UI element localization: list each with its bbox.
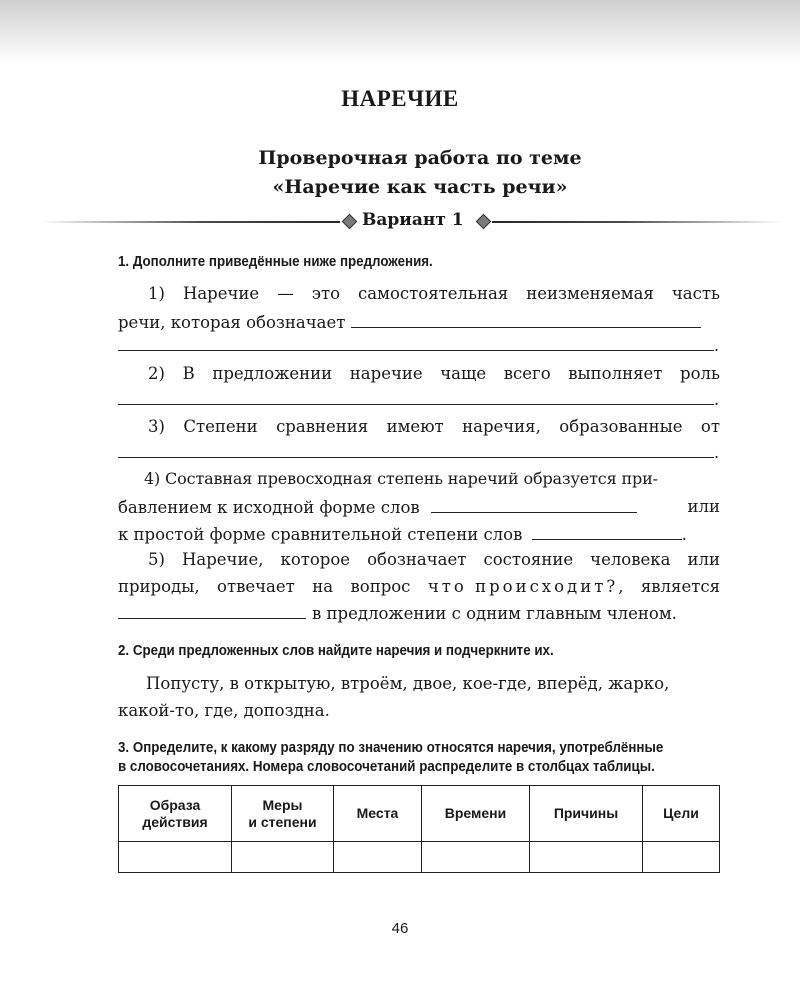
task-2-heading: 2. Среди предложенных слов найдите наречия и подчеркните их.: [118, 643, 554, 659]
column-header: Образа действия: [119, 786, 232, 842]
page-number: 46: [391, 920, 409, 937]
diamond-ornament-icon: [476, 214, 492, 230]
answer-blank[interactable]: [118, 602, 306, 619]
column-header: Места: [334, 786, 422, 842]
sentence-5-line-1: 5) Наречие, которое обозначает состояние человека или: [148, 550, 720, 569]
work-title-line-1: Проверочная работа по теме: [258, 147, 582, 169]
answer-blank[interactable]: [118, 457, 714, 458]
table-row: [119, 842, 720, 873]
question-spaced: что происходит?: [427, 577, 619, 596]
variant-divider: [0, 208, 800, 236]
sentence-5-line-2: природы, отвечает на вопрос что происходит?, является: [118, 577, 720, 596]
answer-blank[interactable]: [351, 311, 701, 328]
sentence-1-line-2: речи, которая обозначает: [118, 311, 720, 334]
work-title: [0, 144, 800, 202]
word-list-line-2: какой-то, где, допоздна.: [118, 701, 330, 720]
sentence-4-line-3: к простой форме сравнительной степени слов .: [118, 525, 687, 544]
word-list-line-1: Попусту, в открытую, втроём, двое, кое-где, вперёд, жарко,: [146, 674, 670, 693]
column-header: Меры и степени: [232, 786, 334, 842]
task-3-heading-line-1: 3. Определите, к какому разряду по значению относятся наречия, употреблённые: [118, 740, 664, 756]
diamond-ornament-icon: [342, 214, 358, 230]
table-header-row: [119, 786, 720, 842]
chapter-title: НАРЕЧИЕ: [341, 86, 459, 111]
divider-line-left: [40, 221, 340, 223]
sentence-4-line-2: бавлением к исходной форме слов или: [118, 497, 720, 517]
answer-cell[interactable]: [530, 842, 643, 873]
answer-cell[interactable]: [334, 842, 422, 873]
answer-cell[interactable]: [422, 842, 530, 873]
answer-blank[interactable]: [431, 496, 637, 513]
answer-blank[interactable]: [118, 350, 714, 351]
sentence-2-line-1: 2) В предложении наречие чаще всего выполняет роль: [148, 364, 720, 383]
task-3-heading-line-2: в словосочетаниях. Номера словосочетаний распределите в столбцах таблицы.: [118, 759, 655, 775]
variant-label: Вариант 1: [362, 210, 464, 230]
column-header: Причины: [530, 786, 643, 842]
column-header: Цели: [643, 786, 720, 842]
work-title-line-2: «Наречие как часть речи»: [272, 176, 568, 198]
answer-cell[interactable]: [643, 842, 720, 873]
divider-line-right: [492, 221, 782, 223]
sentence-3-line-1: 3) Степени сравнения имеют наречия, образованные от: [148, 417, 720, 436]
category-table: [118, 785, 720, 873]
column-header: Времени: [422, 786, 530, 842]
page-top-shadow: [0, 0, 800, 62]
sentence-5-line-3: в предложении с одним главным членом.: [118, 602, 720, 625]
answer-blank[interactable]: [532, 523, 682, 540]
answer-cell[interactable]: [232, 842, 334, 873]
answer-blank[interactable]: [118, 404, 714, 405]
task-1-heading: 1. Дополните приведённые ниже предложения.: [118, 254, 433, 270]
sentence-1-line-1: 1) Наречие — это самостоятельная неизменяемая часть: [148, 284, 720, 303]
answer-cell[interactable]: [119, 842, 232, 873]
sentence-4-line-1: 4) Составная превосходная степень наречий образуется при-: [144, 469, 658, 488]
